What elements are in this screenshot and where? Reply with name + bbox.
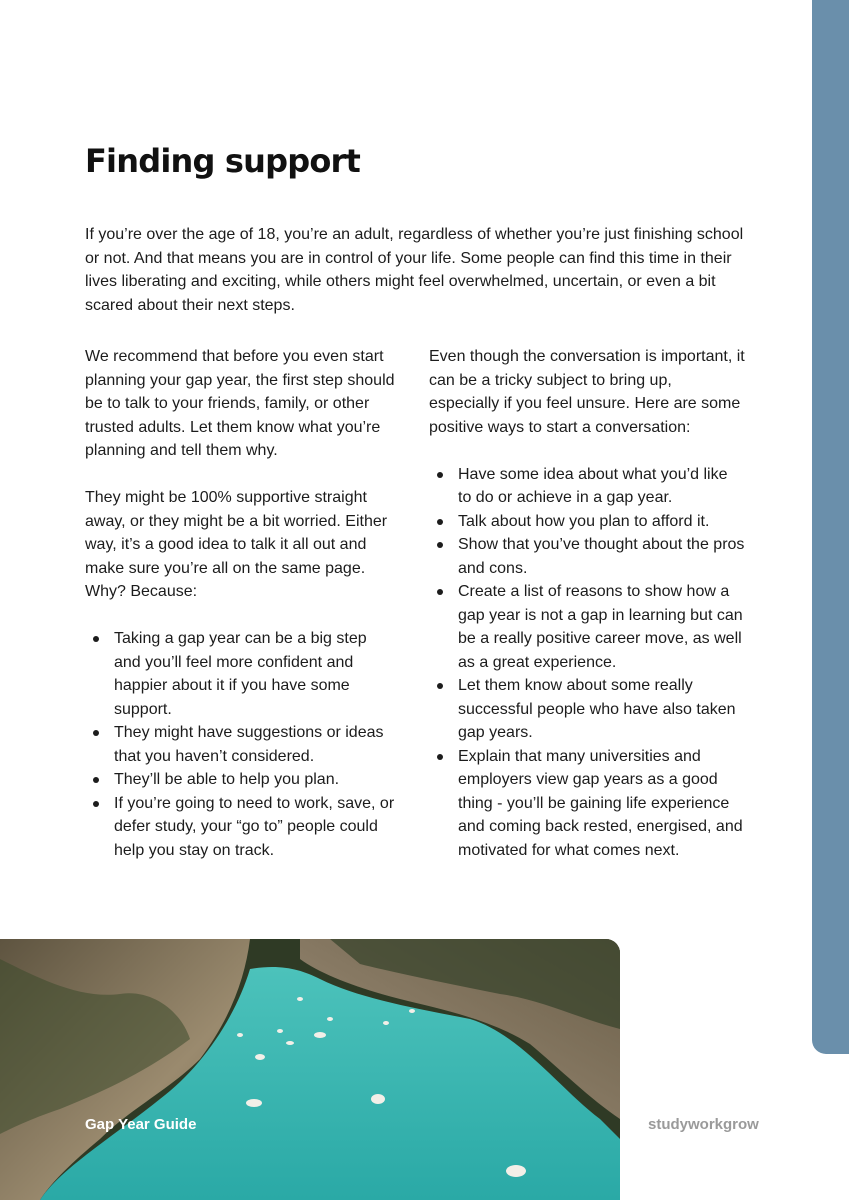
footer-brand: studyworkgrow	[648, 1116, 759, 1133]
river-canyon-photo	[0, 939, 620, 1200]
left-paragraph: We recommend that before you even start planning your gap year, the first step should be to talk to your friends, family, or other trusted adults. Let them know what you’re planning and tell them why.	[85, 348, 395, 459]
list-item: They might have suggestions or ideas that you haven’t considered.	[85, 721, 397, 768]
river-canyon-illustration	[0, 939, 620, 1200]
left-bullet-list	[85, 627, 397, 862]
list-item: Create a list of reasons to show how a gap year is not a gap in learning but can be a really positive career move, as well as a great experience.	[429, 580, 745, 674]
side-tab	[812, 0, 849, 1054]
list-item: Let them know about some really successful people who have also taken gap years.	[429, 674, 745, 745]
list-item: Have some idea about what you’d like to do or achieve in a gap year.	[429, 463, 745, 510]
list-item: Taking a gap year can be a big step and you’ll feel more confident and happier about it if you have some support.	[85, 627, 397, 721]
page-title: Finding support	[85, 142, 361, 180]
list-item: Show that you’ve thought about the pros and cons.	[429, 533, 745, 580]
right-column	[429, 345, 745, 862]
intro-paragraph: If you’re over the age of 18, you’re an adult, regardless of whether you’re just finishing school or not. And that means you are in control of your life. Some people can find this time in their lives liberating and exciting, while others might feel overwhelmed, uncertain, or even a bit scared about their next steps.	[85, 226, 744, 314]
footer-guide-title: Gap Year Guide	[85, 1116, 197, 1133]
list-item: They’ll be able to help you plan.	[85, 768, 397, 792]
list-item: Talk about how you plan to afford it.	[429, 510, 745, 534]
list-item: Explain that many universities and employers view gap years as a good thing - you’ll be gaining life experience and coming back rested, energised, and motivated for what comes next.	[429, 745, 745, 863]
list-item: If you’re going to need to work, save, or defer study, your “go to” people could help you stay on track.	[85, 792, 397, 863]
right-bullet-list	[429, 463, 745, 863]
left-column	[85, 345, 397, 862]
right-paragraph: Even though the conversation is important, it can be a tricky subject to bring up, especially if you feel unsure. Here are some positive ways to start a conversation:	[429, 348, 745, 436]
left-paragraph: They might be 100% supportive straight away, or they might be a bit worried. Either way, it’s a good idea to talk it all out and make sure you’re all on the same page. Why? Because:	[85, 489, 388, 600]
